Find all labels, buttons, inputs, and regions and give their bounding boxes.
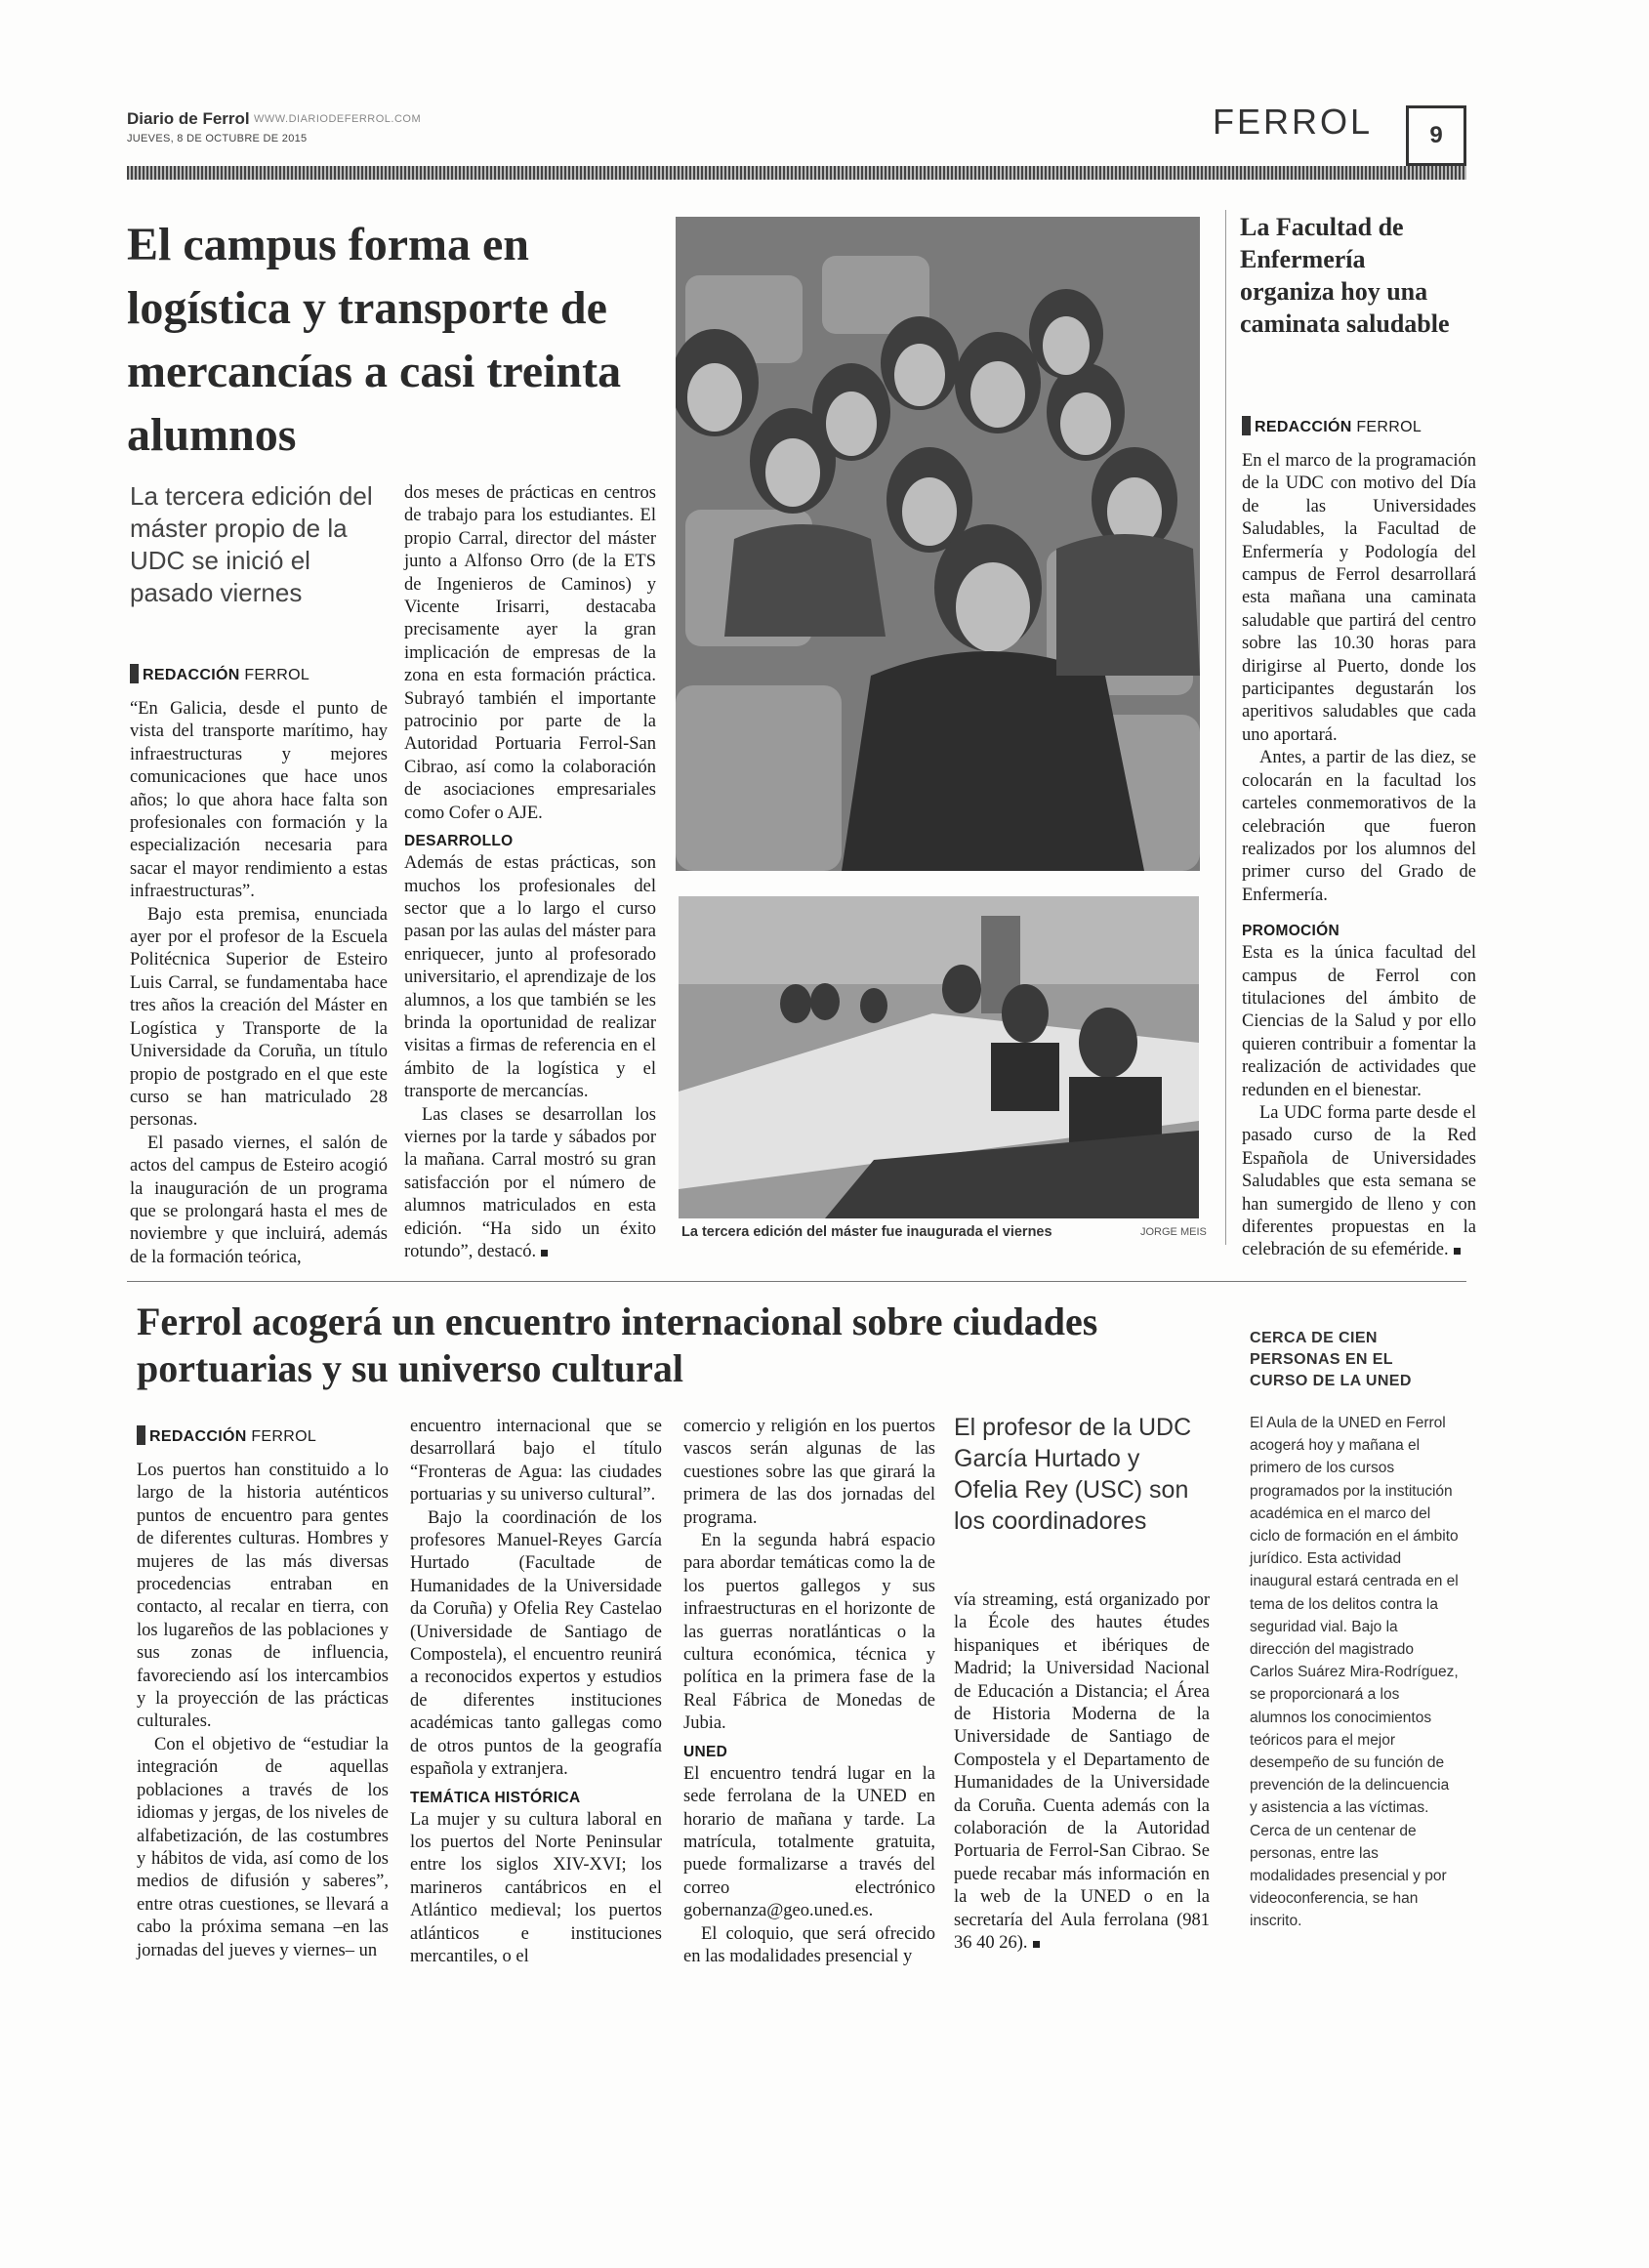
sidebar-divider xyxy=(1225,210,1226,1245)
article2-col3-p4: El coloquio, que será ofrecido en las modalidades presencial y xyxy=(683,1923,935,1966)
sidebar1-body xyxy=(1242,416,1476,1262)
ceremony-photo xyxy=(679,896,1199,1218)
masthead-url: WWW.DIARIODEFERROL.COM xyxy=(254,113,422,125)
article1-col1-p3: El pasado viernes, el salón de actos del campus de Esteiro acogió la inauguración de un programa que se prolongará hasta el mes de noviembre y que incluirá, además de la formación teórica, xyxy=(130,1133,388,1267)
sidebar1-headline: La Facultad de Enfermería organiza hoy una caminata saludable xyxy=(1240,213,1450,338)
article1-col2-p2: Además de estas prácticas, son muchos los profesionales del sector que a lo largo el curso pasan por las aulas del máster para enriquecer, junto al profesorado universitario, el aprendizaje de los alumnos, a los que también se les brinda la oportunidad de realizar visitas a firmas de referencia en el ámbito de la logística y el transporte de mercancías. xyxy=(404,853,656,1102)
sidebar1-subhead-promocion: PROMOCIÓN xyxy=(1242,923,1340,940)
article2-col4 xyxy=(954,1589,1210,1956)
article2-col2-p3: La mujer y su cultura laboral en los puertos del Norte Peninsular entre los siglos XIV-XVI; los marineros cantábricos en el Atlántico medieval; los puertos atlánticos e instituciones mercantiles, o el xyxy=(410,1809,662,1966)
article2-col3 xyxy=(683,1416,935,1968)
article1-col1 xyxy=(130,664,388,1269)
article1-col2-p3: Las clases se desarrollan los viernes por la tarde y sábados por la mañana. Carral mostró su gran satisfacción por el número de alumnos matriculados en esta edición. “Ha sido un éxito rotundo”, destacó. xyxy=(404,1104,656,1261)
page-number-box xyxy=(1406,105,1466,166)
article2-subhead-uned: UNED xyxy=(683,1743,728,1760)
article2-subhead-tematica: TEMÁTICA HISTÓRICA xyxy=(410,1789,581,1806)
article2-col3-p3: El encuentro tendrá lugar en la sede ferrolana de la UNED en horario de mañana y tarde. La matrícula, totalmente gratuita, puede formalizarse a través del correo electrónico gobernanza@geo.uned.es. xyxy=(683,1763,935,1921)
article2-byline: REDACCIÓN FERROL xyxy=(137,1425,389,1446)
article2-col4-p1: vía streaming, está organizado por la École des hautes études hispaniques et ibériques de Madrid; la Universidad Nacional de Educación a Distancia; el Área de Historia Moderna de la Universidade de Santiago de Compostela y el Departamento de Humanidades de la Universidade da Coruña. Cuenta además con la colaboración de la Autoridad Portuaria de Ferrol-San Cibrao. Se puede recabar más información en la web de la UNED o en la secretaría del Aula ferrolana (981 36 40 26). xyxy=(954,1590,1210,1954)
sidebar1-p3: Esta es la única facultad del campus de Ferrol con titulaciones del ámbito de Ciencias de la Salud y por ello quieren contribuir a fomentar la realización de actividades que redunden en el bienestar. xyxy=(1242,943,1476,1100)
sidebar2-body: El Aula de la UNED en Ferrol acogerá hoy y mañana el primero de los cursos programados por la institución académica en el marco del ciclo de formación en el ámbito jurídico. Esta actividad inaugural estará centrada en el tema de los delitos contra la seguridad vial. Bajo la dirección del magistrado Carlos Suárez Mira-Rodríguez, se proporcionará a los alumnos los conocimientos teóricos para el mejor desempeño de su función de prevención de la delincuencia y asistencia a las víctimas. Cerca de un centenar de personas, entre las modalidades presencial y por videoconferencia, se han inscrito. xyxy=(1250,1415,1459,1930)
students-illustration xyxy=(676,217,1200,871)
article1-subhead-desarrollo: DESARROLLO xyxy=(404,833,514,850)
sidebar1-p2: Antes, a partir de las diez, se colocarán en la facultad los carteles conmemorativos de la celebración que fueron realizados por los alumnos del primer curso del Grado de Enfermería. xyxy=(1242,748,1476,905)
article2-col3-p2: En la segunda habrá espacio para abordar temáticas como la de los puertos gallegos y sus infraestructuras en el horizonte de las guerras noratlánticas o la cultura económica, técnica y política en la primera fase de la Real Fábrica de Monedas de Jubia. xyxy=(683,1531,935,1734)
section-title: FERROL xyxy=(1213,102,1374,142)
article2-col2-p2: Bajo la coordinación de los profesores Manuel-Reyes García Hurtado (Facultade de Humanidades de la Universidade da Coruña) y Ofelia Rey Castelao (Universidade de Santiago de Compostela), el encuentro reunirá a reconocidos expertos y estudios de diferentes instituciones académicas tanto gallegas como de otros puntos de la geografía española y extranjera. xyxy=(410,1507,662,1780)
article2-headline: Ferrol acogerá un encuentro internacional sobre ciudades portuarias y su universo cultural xyxy=(137,1299,1098,1390)
article1-col1-p1: “En Galicia, desde el punto de vista del transporte marítimo, hay infraestructuras y mejores comunicaciones que hace unos años; lo que ahora hace falta son profesionales con formación y la especialización necesaria para sacar el mayor rendimiento a estas infraestructuras”. xyxy=(130,699,388,902)
article1-col2 xyxy=(404,482,656,1263)
masthead: Diario de Ferrol xyxy=(127,109,250,128)
students-photo xyxy=(676,217,1200,871)
article2-pullquote: El profesor de la UDC García Hurtado y Ofelia Rey (USC) son los coordinadores xyxy=(954,1414,1192,1535)
article2-col2-p1: encuentro internacional que se desarrollará bajo el título “Fronteras de Agua: las ciudades portuarias y su universo cultural”. xyxy=(410,1417,662,1505)
sidebar2-headline: CERCA DE CIEN PERSONAS EN EL CURSO DE LA UNED xyxy=(1250,1330,1412,1389)
sidebar1-p4: La UDC forma parte desde el pasado curso de la Red Española de Universidades Saludables que esta semana se han sumergido de lleno y con diferentes propuestas en la celebración de su efeméride. xyxy=(1242,1102,1476,1260)
article2-col2 xyxy=(410,1416,662,1968)
page-number: 9 xyxy=(1429,122,1443,148)
article2-col3-p1: comercio y religión en los puertos vascos serán algunas de las cuestiones sobre las que girará la primera de las dos jornadas del programa. xyxy=(683,1417,935,1528)
ceremony-illustration xyxy=(679,896,1199,1218)
story-divider xyxy=(127,1281,1466,1282)
article1-headline: El campus forma en logística y transporte de mercancías a casi treinta alumnos xyxy=(127,219,622,461)
article1-deck: La tercera edición del máster propio de la UDC se inició el pasado viernes xyxy=(130,481,373,607)
header-rule xyxy=(127,166,1466,180)
article2-col1 xyxy=(137,1425,389,1962)
sidebar1-byline: REDACCIÓN FERROL xyxy=(1242,416,1476,436)
article2-col1-p1: Los puertos han constituido a lo largo de la historia auténticos puntos de encuentro para gentes de diferentes culturas. Hombres y mujeres de las más diversas procedencias entraban en contacto, al recalar en tierra, con los lugareños de las poblaciones y sus zonas de influencia, favoreciendo así los intercambios y la proyección de las prácticas culturales. xyxy=(137,1461,389,1732)
article1-byline: REDACCIÓN FERROL xyxy=(130,664,388,684)
issue-date: JUEVES, 8 DE OCTUBRE DE 2015 xyxy=(127,133,308,144)
sidebar1-p1: En el marco de la programación de la UDC con motivo del Día de las Universidades Saludables, la Facultad de Enfermería y Podología del campus de Ferrol desarrollará esta mañana una caminata saludable que partirá del centro sobre las 10.30 horas para dirigirse al Puerto, donde los participantes degustarán los aperitivos saludables que cada uno aportará. xyxy=(1242,451,1476,745)
article1-col1-p2: Bajo esta premisa, enunciada ayer por el profesor de la Escuela Politécnica Superior de Esteiro Luis Carral, se fundamentaba hace tres años la creación del Máster en Logística y Transporte de la Universidade da Coruña, un título propio de postgrado en el que este curso se han matriculado 28 personas. xyxy=(130,904,388,1131)
article1-col2-p1: dos meses de prácticas en centros de trabajo para los estudiantes. El propio Carral, director del máster junto a Alfonso Orro (de la ETS de Ingenieros de Caminos) y Vicente Irisarri, destacaba precisamente ayer la gran implicación de empresas de la zona en esta formación práctica. Subrayó también el importante patrocinio por parte de la Autoridad Portuaria Ferrol-San Cibrao, así como la colaboración de asociaciones empresariales como Cofer o AJE. xyxy=(404,483,656,823)
article2-col1-p2: Con el objetivo de “estudiar la integración de aquellas poblaciones a través de los idiomas y jergas, de los niveles de alfabetización, de las costumbres y hábitos de vida, así como de los medios de difusión y saberes”, entre otras cuestiones, se llevará a cabo la próxima semana –en las jornadas del jueves y viernes– un xyxy=(137,1734,389,1960)
photo-caption: La tercera edición del máster fue inaugurada el viernes xyxy=(681,1224,1052,1240)
photo-credit: JORGE MEIS xyxy=(1140,1226,1207,1238)
